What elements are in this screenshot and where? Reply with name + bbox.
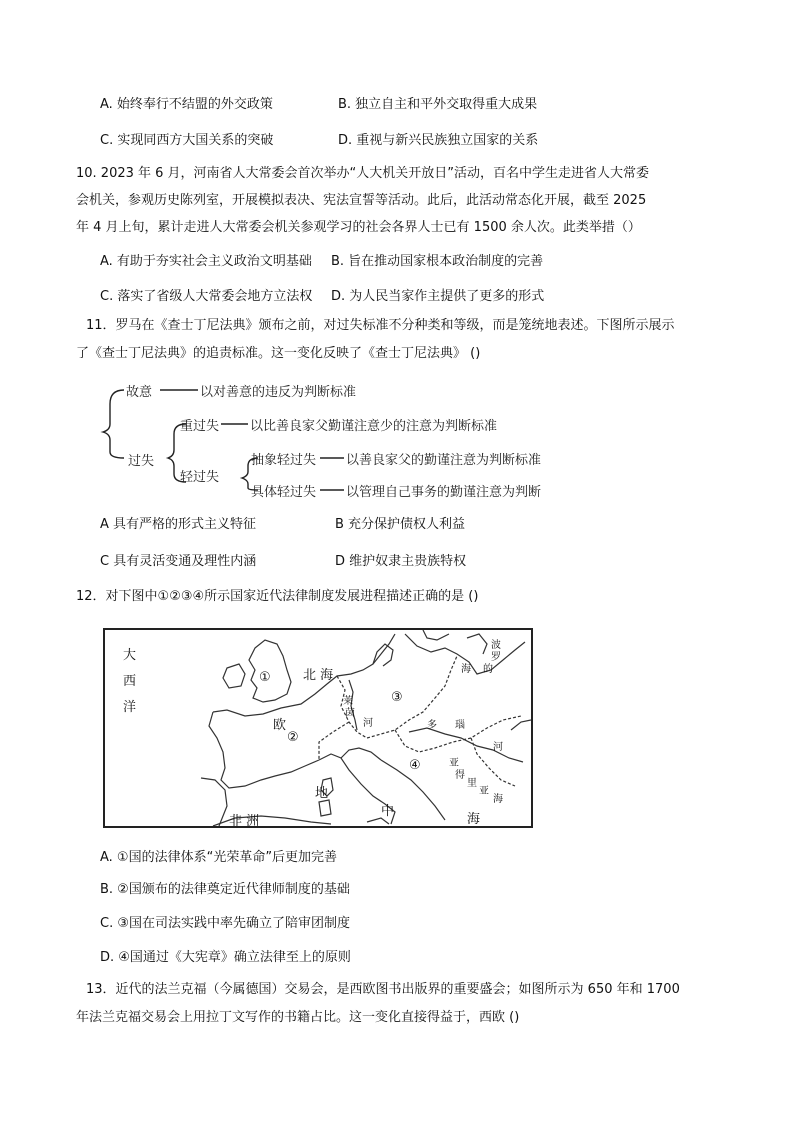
- map-marker-3: ③: [391, 690, 403, 705]
- diagram-guyi: 故意: [126, 385, 153, 400]
- diagram-qing: 轻过失: [180, 470, 220, 485]
- map-label-nao: 瑙: [455, 720, 465, 731]
- q10-option-b: B. 旨在推动国家根本政治制度的完善: [331, 254, 544, 269]
- map-label-da: 大: [123, 648, 137, 663]
- map-label-beihai: 北 海: [303, 668, 334, 683]
- diagram-zhong-rule: 以比善良家父勤谨注意少的注意为判断标准: [250, 419, 498, 434]
- map-label-de: 的: [483, 664, 493, 675]
- diagram-zhong: 重过失: [180, 419, 220, 434]
- q12-option-d: D. ④国通过《大宪章》确立法律至上的原则: [100, 950, 351, 965]
- europe-map: [103, 628, 533, 828]
- q13-stem-line2: 年法兰克福交易会上用拉丁文写作的书籍占比。这一变化直接得益于，西欧 (): [76, 1010, 520, 1025]
- diagram-guyi-rule: 以对善意的违反为判断标准: [200, 385, 357, 400]
- q9-option-b: B. 独立自主和平外交取得重大成果: [338, 97, 538, 112]
- q12-option-b: B. ②国颁布的法律奠定近代律师制度的基础: [100, 882, 350, 897]
- map-label-hai1: 海: [461, 664, 471, 675]
- q11-option-a: A 具有严格的形式主义特征: [100, 517, 257, 532]
- map-label-xi: 西: [123, 674, 137, 689]
- map-marker-4: ④: [409, 758, 421, 773]
- q10-option-d: D. 为人民当家作主提供了更多的形式: [331, 289, 545, 304]
- map-label-ya: 亚: [449, 758, 459, 769]
- map-label-he2: 河: [493, 742, 503, 753]
- q10-stem-line3: 年 4 月上旬，累计走进人大常委会机关参观学习的社会各界人士已有 1500 余人次。此类举措（）: [76, 220, 641, 235]
- q9-option-d: D. 重视与新兴民族独立国家的关系: [338, 133, 539, 148]
- map-label-hai3: 海: [467, 812, 481, 827]
- map-label-ou: 欧: [273, 718, 287, 733]
- map-label-ya2: 亚: [479, 786, 489, 797]
- q10-option-c: C. 落实了省级人大常委会地方立法权: [100, 289, 313, 304]
- q13-stem-line1: 13．近代的法兰克福（今属德国）交易会，是西欧图书出版界的重要盛会；如图所示为 650 年和 1700: [86, 982, 680, 997]
- q10-stem-line2: 会机关，参观历史陈列室，开展模拟表决、宪法宣誓等活动。此后，此活动常态化开展，截至 2025: [76, 193, 647, 208]
- map-label-yang: 洋: [123, 700, 137, 715]
- q12-option-c: C. ③国在司法实践中率先确立了陪审团制度: [100, 916, 350, 931]
- negligence-diagram: [98, 378, 568, 500]
- map-marker-1: ①: [259, 670, 271, 685]
- diagram-juti-rule: 以管理自己事务的勤谨注意为判断: [346, 485, 542, 500]
- q11-stem-line1: 11．罗马在《查士丁尼法典》颁布之前，对过失标准不分种类和等级，而是笼统地表述。下图所示展示: [86, 318, 675, 333]
- map-label-lai: 莱: [343, 696, 353, 707]
- map-label-de2: 得: [455, 770, 465, 781]
- map-label-zhong: 中: [381, 804, 395, 819]
- map-label-di: 地: [315, 786, 329, 801]
- q11-stem-line2: 了《查士丁尼法典》的追责标准。这一变化反映了《查士丁尼法典》 (): [76, 346, 481, 361]
- q10-stem-line1: 10. 2023 年 6 月，河南省人大常委会首次举办“人大机关开放日”活动，百名中学生走进省人大常委: [76, 166, 650, 181]
- map-marker-2: ②: [287, 730, 299, 745]
- q9-option-c: C. 实现同西方大国关系的突破: [100, 133, 274, 148]
- map-label-hai2: 海: [493, 794, 503, 805]
- diagram-chouxiang-rule: 以善良家父的勤谨注意为判断标准: [346, 453, 542, 468]
- diagram-guoshi: 过失: [128, 454, 155, 469]
- map-label-he1: 河: [363, 718, 373, 729]
- map-label-li: 里: [467, 778, 477, 789]
- map-label-feizhou: 非 洲: [229, 814, 260, 828]
- q11-option-b: B 充分保护债权人利益: [335, 517, 466, 532]
- map-label-luo: 罗: [491, 652, 501, 663]
- q12-option-a: A. ①国的法律体系“光荣革命”后更加完善: [100, 850, 338, 865]
- q10-option-a: A. 有助于夯实社会主义政治文明基础: [100, 254, 312, 269]
- diagram-juti: 具体轻过失: [251, 485, 317, 500]
- q9-option-a: A. 始终奉行不结盟的外交政策: [100, 97, 273, 112]
- map-label-yin: 茵: [345, 708, 355, 719]
- q11-option-d: D 维护奴隶主贵族特权: [335, 554, 467, 569]
- q12-stem: 12．对下图中①②③④所示国家近代法律制度发展进程描述正确的是 (): [76, 589, 479, 604]
- map-label-bo: 波: [491, 640, 501, 651]
- map-label-duo: 多: [427, 720, 437, 731]
- diagram-chouxiang: 抽象轻过失: [251, 453, 317, 468]
- q11-option-c: C 具有灵活变通及理性内涵: [100, 554, 257, 569]
